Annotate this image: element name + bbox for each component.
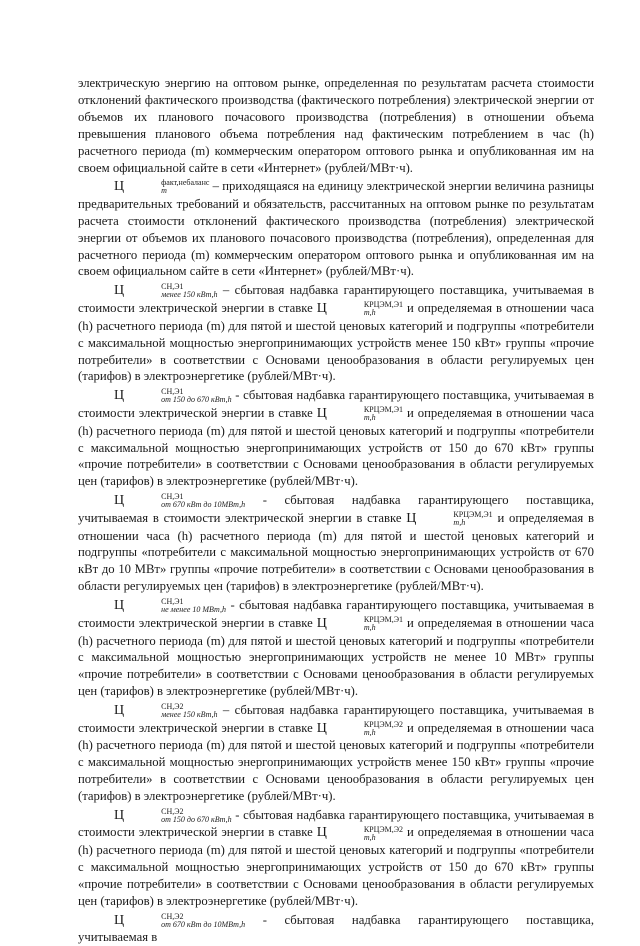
paragraph-sn-e2-670-10mw	[78, 912, 594, 946]
paragraph-text: и определяемая в отношении часа (h) расчетного периода (m) для пятой и шестой ценовых категорий и подгруппы «потребители с максимальной мощностью энергопринимающих устройств от 150 до 670 кВт» группы «прочие потребители» в соответствии с Основами ценообразования в области регулируемых цен (тарифов) в электроэнергетике (рублей/МВт·ч).	[78, 406, 594, 489]
paragraph-text: - сбытовая надбавка гарантирующего поставщика, учитываемая в	[78, 913, 594, 945]
price-symbol: Ц СН,Э2 от 670 кВт до 10МВт,h	[114, 913, 245, 927]
rate-symbol: Ц КРЦЭМ,Э1 m,h	[317, 616, 403, 630]
paragraph-sn-e1-over10mw: Ц СН,Э1 не менее 10 МВт,h - сбытовая надбавка гарантирующего поставщика, учитываемая в стоимости электрической энергии в ставке Ц КРЦЭМ,Э1 m,h и определяемая в отношении часа (h) расчетного периода (m) для пятой и шестой ценовых категорий и подгруппы «потребители с максимальной мощностью энергопринимающих устройств не менее 10 МВт» группы «прочие потребители» в соответствии с Основами ценообразования в области регулируемых цен (тарифов) в электроэнергетике (рублей/МВт·ч).	[78, 597, 594, 700]
paragraph-text: и определяемая в отношении часа (h) расчетного периода (m) для пятой и шестой ценовых категорий и подгруппы «потребители с максимальной мощностью энергопринимающих устройств не менее 10 МВт» группы «прочие потребители» в соответствии с Основами ценообразования в области регулируемых цен (тарифов) в электроэнергетике (рублей/МВт·ч).	[78, 616, 594, 699]
rate-symbol: Ц КРЦЭМ,Э1 m,h	[317, 406, 403, 420]
rate-symbol: Ц КРЦЭМ,Э1 m,h	[317, 301, 403, 315]
rate-symbol: Ц КРЦЭМ,Э1 m,h	[406, 511, 492, 525]
paragraph-text: и определяемая в отношении часа (h) расчетного периода (m) для пятой и шестой ценовых категорий и подгруппы «потребители с максимальной мощностью энергопринимающих устройств от 150 до 670 кВт» группы «прочие потребители» в соответствии с Основами ценообразования в области регулируемых цен (тарифов) в электроэнергетике (рублей/МВт·ч).	[78, 825, 594, 908]
price-symbol: Ц СН,Э1 не менее 10 МВт,h	[114, 598, 226, 612]
price-symbol: Ц СН,Э1 менее 150 кВт,h	[114, 283, 218, 297]
price-symbol: Ц СН,Э1 от 670 кВт до 10МВт,h	[114, 493, 245, 507]
paragraph-sn-e1-670-10mw: Ц СН,Э1 от 670 кВт до 10МВт,h - сбытовая надбавка гарантирующего поставщика, учитываемая в стоимости электрической энергии в ставке Ц КРЦЭМ,Э1 m,h и определяемая в отношении часа (h) расчетного периода (m) для пятой и шестой ценовых категорий и подгруппы «потребители с максимальной мощностью энергопринимающих устройств от 670 кВт до 10 МВт» группы «прочие потребители» в соответствии с Основами ценообразования в области регулируемых цен (тарифов) в электроэнергетике (рублей/МВт·ч).	[78, 492, 594, 595]
paragraph-text: – приходящаяся на единицу электрической энергии величина разницы предварительных требований и обязательств, рассчитанных на оптовом рынке по результатам расчета стоимости отклонений фактического производства (потребления) электрической энергии от объемов их планового почасового производства (потребления), определенная для расчетного периода (m) коммерческим оператором оптового рынка и опубликованная им на своем официальном сайте в сети «Интернет» (рублей/МВт·ч).	[78, 179, 594, 279]
paragraph-sn-e2-less150: Ц СН,Э2 менее 150 кВт,h – сбытовая надбавка гарантирующего поставщика, учитываемая в стоимости электрической энергии в ставке Ц КРЦЭМ,Э2 m,h и определяемая в отношении часа (h) расчетного периода (m) для пятой и шестой ценовых категорий и подгруппы «потребители с максимальной мощностью энергопринимающих устройств менее 150 кВт» группы «прочие потребители» в соответствии с Основами ценообразования в области регулируемых цен (тарифов) в электроэнергетике (рублей/МВт·ч).	[78, 702, 594, 805]
paragraph-fact-nebalans	[78, 178, 594, 280]
rate-symbol: Ц КРЦЭМ,Э2 m,h	[317, 721, 403, 735]
paragraph-text: и определяемая в отношении часа (h) расчетного периода (m) для пятой и шестой ценовых категорий и подгруппы «потребители с максимальной мощностью энергопринимающих устройств от 670 кВт до 10 МВт» группы «прочие потребители» в соответствии с Основами ценообразования в области регулируемых цен (тарифов) в электроэнергетике (рублей/МВт·ч).	[78, 511, 594, 594]
paragraph-text: и определяемая в отношении часа (h) расчетного периода (m) для пятой и шестой ценовых категорий и подгруппы «потребители с максимальной мощностью энергопринимающих устройств менее 150 кВт» группы «прочие потребители» в соответствии с Основами ценообразования в области регулируемых цен (тарифов) в электроэнергетике (рублей/МВт·ч).	[78, 721, 594, 804]
paragraph-sn-e1-less150: Ц СН,Э1 менее 150 кВт,h – сбытовая надбавка гарантирующего поставщика, учитываемая в стоимости электрической энергии в ставке Ц КРЦЭМ,Э1 m,h и определяемая в отношении часа (h) расчетного периода (m) для пятой и шестой ценовых категорий и подгруппы «потребители с максимальной мощностью энергопринимающих устройств менее 150 кВт» группы «прочие потребители» в соответствии с Основами ценообразования в области регулируемых цен (тарифов) в электроэнергетике (рублей/МВт·ч).	[78, 282, 594, 385]
price-symbol: Ц СН,Э2 менее 150 кВт,h	[114, 703, 218, 717]
paragraph-text: электрическую энергию на оптовом рынке, определенная по результатам расчета стоимости отклонений фактического производства (фактического потребления) электрической энергии от объемов их планового почасового производства (потребления) в отношении объема превышения планового объема потребления над фактическим потреблением в час (h) расчетного периода (m) коммерческим оператором оптового рынка и опубликованная им на своем официальной сайте в сети «Интернет» (рублей/МВт·ч).	[78, 76, 594, 175]
paragraph-intro	[78, 75, 594, 176]
rate-symbol: Ц КРЦЭМ,Э2 m,h	[317, 825, 403, 839]
paragraph-sn-e1-150-670: Ц СН,Э1 от 150 до 670 кВт,h - сбытовая надбавка гарантирующего поставщика, учитываемая в стоимости электрической энергии в ставке Ц КРЦЭМ,Э1 m,h и определяемая в отношении часа (h) расчетного периода (m) для пятой и шестой ценовых категорий и подгруппы «потребители с максимальной мощностью энергопринимающих устройств от 150 до 670 кВт» группы «прочие потребители» в соответствии с Основами ценообразования в области регулируемых цен (тарифов) в электроэнергетике (рублей/МВт·ч).	[78, 387, 594, 490]
paragraph-text: и определяемая в отношении часа (h) расчетного периода (m) для пятой и шестой ценовых категорий и подгруппы «потребители с максимальной мощностью энергопринимающих устройств менее 150 кВт» группы «прочие потребители» в соответствии с Основами ценообразования в области регулируемых цен (тарифов) в электроэнергетике (рублей/МВт·ч).	[78, 301, 594, 384]
price-symbol: Ц факт,небаланс m	[114, 179, 209, 193]
price-symbol: Ц СН,Э1 от 150 до 670 кВт,h	[114, 388, 232, 402]
paragraph-sn-e2-150-670: Ц СН,Э2 от 150 до 670 кВт,h - сбытовая надбавка гарантирующего поставщика, учитываемая в стоимости электрической энергии в ставке Ц КРЦЭМ,Э2 m,h и определяемая в отношении часа (h) расчетного периода (m) для пятой и шестой ценовых категорий и подгруппы «потребители с максимальной мощностью энергопринимающих устройств от 150 до 670 кВт» группы «прочие потребители» в соответствии с Основами ценообразования в области регулируемых цен (тарифов) в электроэнергетике (рублей/МВт·ч).	[78, 807, 594, 910]
price-symbol: Ц СН,Э2 от 150 до 670 кВт,h	[114, 808, 232, 822]
